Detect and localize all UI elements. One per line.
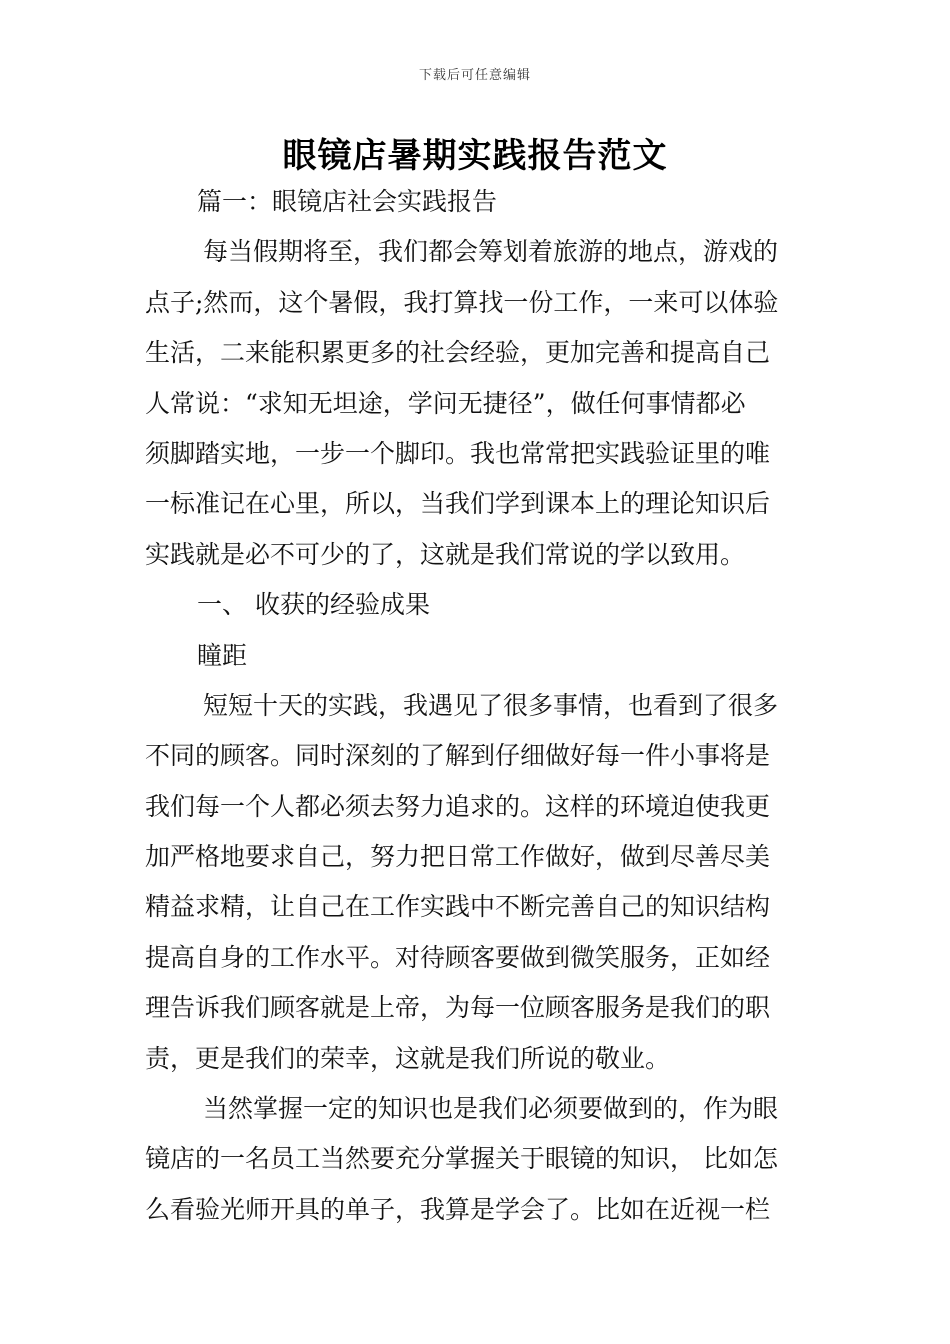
paragraph-line: 加严格地要求自己，努力把日常工作做好，做到尽善尽美 xyxy=(145,842,771,872)
paragraph-line: 实践就是必不可少的了，这就是我们常说的学以致用。 xyxy=(145,539,746,569)
paragraph-line: 理告诉我们顾客就是上帝，为每一位顾客服务是我们的职 xyxy=(145,993,771,1023)
paragraph-line: 不同的顾客。同时深刻的了解到仔细做好每一件小事将是 xyxy=(145,741,771,771)
paragraph-line: 我们每一个人都必须去努力追求的。这样的环境迫使我更 xyxy=(145,791,771,821)
paragraph-line: 镜店的一名员工当然要充分掌握关于眼镜的知识， 比如怎 xyxy=(145,1144,778,1174)
subsection-heading: 一、 收获的经验成果 xyxy=(197,590,430,620)
section-heading: 篇一：眼镜店社会实践报告 xyxy=(197,187,498,216)
paragraph-line: 一标准记在心里，所以，当我们学到课本上的理论知识后 xyxy=(145,489,771,519)
paragraph-line: 须脚踏实地，一步一个脚印。我也常常把实践验证里的唯 xyxy=(145,438,771,468)
paragraph-line: 当然掌握一定的知识也是我们必须要做到的，作为眼 xyxy=(203,1094,779,1124)
paragraph-line: 么看验光师开具的单子，我算是学会了。比如在近视一栏 xyxy=(145,1194,771,1224)
document-body xyxy=(145,177,807,1235)
paragraph-line: 点子;然而，这个暑假，我打算找一份工作，一来可以体验 xyxy=(145,287,779,317)
paragraph-line: 提高自身的工作水平。对待顾客要做到微笑服务，正如经 xyxy=(145,942,771,972)
paragraph-line: 精益求精，让自己在工作实践中不断完善自己的知识结构 xyxy=(145,892,771,922)
header-note: 下载后可任意编辑 xyxy=(418,68,531,83)
subsection-heading: 瞳距 xyxy=(197,640,248,670)
paragraph-line: 责，更是我们的荣幸，这就是我们所说的敬业。 xyxy=(145,1043,671,1073)
document-title: 眼镜店暑期实践报告范文 xyxy=(282,136,668,176)
paragraph-line: 生活，二来能积累更多的社会经验，更加完善和提高自己 xyxy=(145,338,771,368)
paragraph-line: 人常说：“求知无坦途，学问无捷径”，做任何事情都必 xyxy=(145,388,746,418)
paragraph-line: 每当假期将至，我们都会筹划着旅游的地点，游戏的 xyxy=(203,237,779,267)
paragraph-line: 短短十天的实践，我遇见了很多事情，也看到了很多 xyxy=(203,690,779,720)
